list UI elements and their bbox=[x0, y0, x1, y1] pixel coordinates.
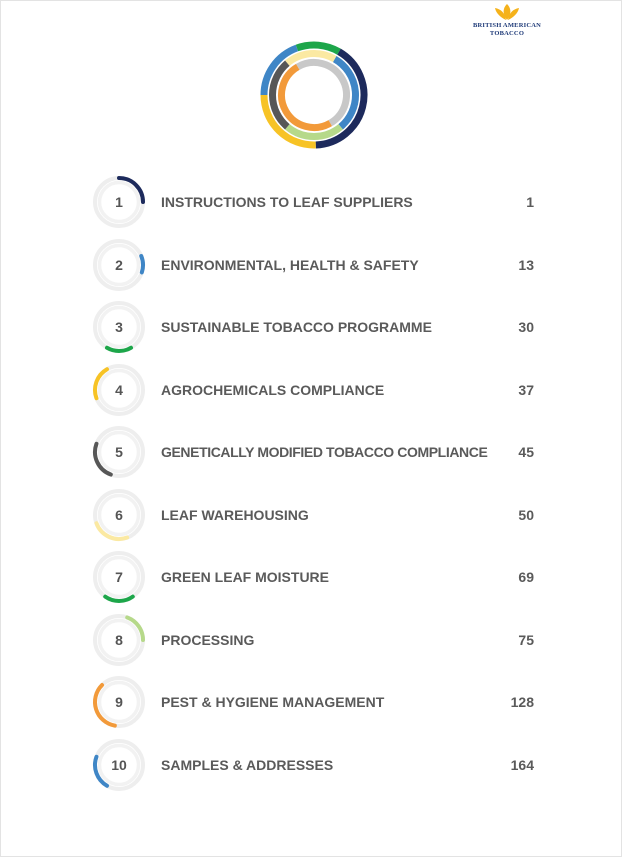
chapter-title: PROCESSING bbox=[161, 631, 255, 648]
chapter-title: SAMPLES & ADDRESSES bbox=[161, 756, 334, 773]
toc-row-chapter-10[interactable] bbox=[91, 735, 541, 795]
chapter-number: 4 bbox=[115, 381, 123, 398]
chapter-number: 10 bbox=[111, 756, 127, 773]
toc-row-chapter-9[interactable] bbox=[91, 672, 541, 732]
chapter-page-number: 69 bbox=[518, 569, 534, 585]
logo-line-1: BRITISH AMERICAN bbox=[472, 22, 542, 29]
chapter-title: ENVIRONMENTAL, HEALTH & SAFETY bbox=[161, 256, 419, 273]
chapter-title: GENETICALLY MODIFIED TOBACCO COMPLIANCE bbox=[161, 444, 488, 460]
chapter-number: 2 bbox=[115, 256, 123, 273]
chapter-title: AGROCHEMICALS COMPLIANCE bbox=[161, 381, 385, 398]
chapter-page-number: 164 bbox=[510, 756, 534, 773]
chapter-number: 5 bbox=[115, 444, 123, 460]
chapter-page-number: 75 bbox=[518, 631, 534, 648]
chapter-number: 6 bbox=[115, 506, 123, 523]
toc-row-chapter-8[interactable] bbox=[91, 610, 541, 670]
chapter-page-number: 1 bbox=[526, 194, 534, 210]
logo-line-2: TOBACCO bbox=[489, 30, 525, 37]
chapter-number: 9 bbox=[115, 694, 123, 710]
chapter-title: GREEN LEAF MOISTURE bbox=[161, 569, 330, 585]
chapter-page-number: 13 bbox=[518, 256, 534, 273]
chapter-title: INSTRUCTIONS TO LEAF SUPPLIERS bbox=[161, 194, 413, 210]
toc-row-chapter-2[interactable] bbox=[91, 235, 541, 295]
chapter-number: 3 bbox=[115, 319, 123, 335]
chapter-title: PEST & HYGIENE MANAGEMENT bbox=[161, 694, 385, 710]
chapter-page-number: 128 bbox=[510, 694, 534, 710]
chapter-page-number: 37 bbox=[518, 381, 534, 398]
chapter-rings-graphic bbox=[256, 37, 372, 153]
toc-row-chapter-4[interactable] bbox=[91, 360, 541, 420]
chapter-page-number: 45 bbox=[518, 444, 534, 460]
chapter-title: SUSTAINABLE TOBACCO PROGRAMME bbox=[161, 319, 432, 335]
leaf-logo-icon bbox=[493, 3, 521, 21]
toc-row-chapter-6[interactable] bbox=[91, 485, 541, 545]
toc-row-chapter-7[interactable] bbox=[91, 547, 541, 607]
chapter-number: 8 bbox=[115, 631, 123, 648]
toc-row-chapter-1[interactable] bbox=[91, 172, 541, 232]
hero-center bbox=[290, 71, 338, 119]
bat-logo bbox=[471, 3, 543, 47]
chapter-number: 1 bbox=[115, 194, 123, 210]
toc-row-chapter-3[interactable] bbox=[91, 297, 541, 357]
chapter-page-number: 50 bbox=[518, 506, 534, 523]
toc-row-chapter-5[interactable] bbox=[91, 422, 541, 482]
chapter-number: 7 bbox=[115, 569, 123, 585]
chapter-title: LEAF WAREHOUSING bbox=[161, 506, 309, 523]
chapter-page-number: 30 bbox=[518, 319, 534, 335]
